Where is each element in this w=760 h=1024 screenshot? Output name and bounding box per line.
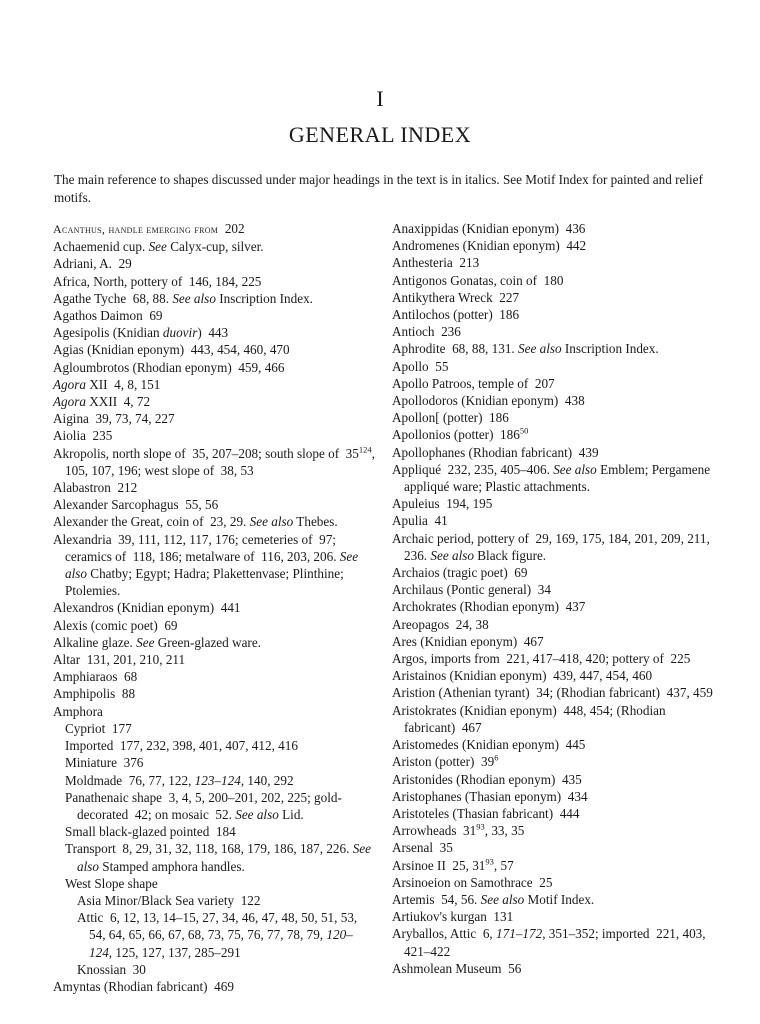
index-entry: Agesipolis (Knidian duovir) 443 xyxy=(53,325,229,341)
index-entry: Alexandria 39, 111, 112, 117, 176; cemeteries of 97; ceramics of 118, 186; metalware of 116, 203, 206. See also Chatby; Egypt; Hadra; Plakettenvase; Plinthine; Ptolemies. xyxy=(53,531,359,599)
left-column xyxy=(53,220,375,995)
index-entry: Imported 177, 232, 398, 401, 407, 412, 416 xyxy=(65,738,298,754)
index-entry: Moldmade 76, 77, 122, 123–124, 140, 292 xyxy=(65,772,294,788)
index-entry: Cypriot 177 xyxy=(65,720,132,736)
index-entry: Archaios (tragic poet) 69 xyxy=(392,565,528,581)
index-entry: Apollon[ (potter) 186 xyxy=(392,410,509,426)
section-numeral: I xyxy=(376,86,384,111)
index-entry: Africa, North, pottery of 146, 184, 225 xyxy=(53,273,262,289)
index-entry: Arrowheads $31^{93}$, 33, 35 xyxy=(392,821,525,839)
index-entry: Ashmolean Museum 56 xyxy=(392,960,522,976)
index-entry: Aiolia 235 xyxy=(53,428,113,444)
index-entry: Ariston (potter) $39^6$ xyxy=(392,752,499,770)
index-entry: Altar 131, 201, 210, 211 xyxy=(53,652,186,668)
index-entry: Alabastron 212 xyxy=(53,480,138,496)
index-entry: Alexander the Great, coin of 23, 29. See also Thebes. xyxy=(53,514,338,530)
index-entry: Apollo 55 xyxy=(392,358,449,374)
index-entry: Anthesteria 213 xyxy=(392,255,480,271)
index-entry: Aryballos, Attic 6, 171–172, 351–352; imported 221, 403, 421–422 xyxy=(392,926,706,959)
index-entry: Archokrates (Rhodian eponym) 437 xyxy=(392,599,586,615)
index-entry: West Slope shape xyxy=(65,875,158,891)
index-entry: Arsinoeion on Samothrace 25 xyxy=(392,874,553,890)
index-entry: Apuleius 194, 195 xyxy=(392,496,493,512)
index-entry: Small black-glazed pointed 184 xyxy=(65,824,236,840)
index-entry: Archaic period, pottery of 29, 169, 175, 184, 201, 209, 211, 236. See also Black figure. xyxy=(392,530,710,563)
right-column xyxy=(392,220,714,977)
index-entry: Aristophanes (Thasian eponym) 434 xyxy=(392,788,588,804)
index-entry: Antikythera Wreck 227 xyxy=(392,289,520,305)
index-entry: Apollodoros (Knidian eponym) 438 xyxy=(392,393,585,409)
index-entry: Aphrodite 68, 88, 131. See also Inscription Index. xyxy=(392,341,659,357)
index-entry: Antilochos (potter) 186 xyxy=(392,307,520,323)
index-entry: Agathe Tyche 68, 88. See also Inscription Index. xyxy=(53,290,313,306)
index-entry: Amphora xyxy=(53,703,103,719)
index-entry: Arsenal 35 xyxy=(392,840,453,856)
index-entry: Agora XXII 4, 72 xyxy=(53,394,151,410)
index-entry: Aristokrates (Knidian eponym) 448, 454; (Rhodian fabricant) 467 xyxy=(392,702,666,735)
index-entry: Artiukov's kurgan 131 xyxy=(392,909,514,925)
index-entry: Knossian 30 xyxy=(77,961,146,977)
index-entry: Attic 6, 12, 13, 14–15, 27, 34, 46, 47, 48, 50, 51, 53, 54, 64, 65, 66, 67, 68, 73, 75, 76, 77, 78, 79, 120–124, 125, 127, 137, 285–291 xyxy=(77,910,358,960)
index-entry: Ares (Knidian eponym) 467 xyxy=(392,633,544,649)
index-entry: Adriani, A. 29 xyxy=(53,256,132,272)
index-entry: Apulia 41 xyxy=(392,513,448,529)
index-entry: Agias (Knidian eponym) 443, 454, 460, 470 xyxy=(53,342,290,358)
index-entry: Apollo Patroos, temple of 207 xyxy=(392,375,555,391)
index-entry: Asia Minor/Black Sea variety 122 xyxy=(77,892,261,908)
index-entry: Apollonios (potter) $186^{50}$ xyxy=(392,426,529,443)
index-entry: Panathenaic shape 3, 4, 5, 200–201, 202, 225; gold-decorated 42; on mosaic 52. See also Lid. xyxy=(65,789,342,822)
index-entry: Aristonides (Rhodian eponym) 435 xyxy=(392,771,582,787)
index-entry: Akropolis, north slope of 35, 207–208; south slope of $35^{124}$, 105, 107, 196; west slope of 38, 53 xyxy=(53,444,375,478)
index-entry: Artemis 54, 56. See also Motif Index. xyxy=(392,891,595,907)
index-entry: Argos, imports from 221, 417–418, 420; pottery of 225 xyxy=(392,651,691,667)
index-entry: Agathos Daimon 69 xyxy=(53,308,163,324)
index-entry: Anaxippidas (Knidian eponym) 436 xyxy=(392,221,586,236)
index-entry: Alkaline glaze. See Green-glazed ware. xyxy=(53,634,261,650)
index-entry: Agloumbrotos (Rhodian eponym) 459, 466 xyxy=(53,359,285,375)
index-entry: Aristomedes (Knidian eponym) 445 xyxy=(392,737,586,753)
index-entry: Aristion (Athenian tyrant) 34; (Rhodian fabricant) 437, 459 xyxy=(392,685,713,701)
index-entry: Antioch 236 xyxy=(392,324,461,340)
index-entry: Amyntas (Rhodian fabricant) 469 xyxy=(53,978,234,994)
index-entry: Alexandros (Knidian eponym) 441 xyxy=(53,600,241,616)
index-entry: Agora XII 4, 8, 151 xyxy=(53,376,161,392)
intro-paragraph: The main reference to shapes discussed under major headings in the text is in italics. See Motif Index for painted and relief motifs. xyxy=(54,172,703,205)
index-entry: Andromenes (Knidian eponym) 442 xyxy=(392,238,587,254)
index-entry: Archilaus (Pontic general) 34 xyxy=(392,582,551,598)
index-entry: Miniature 376 xyxy=(65,755,144,771)
index-entry: Alexander Sarcophagus 55, 56 xyxy=(53,497,219,513)
page-title: GENERAL INDEX xyxy=(288,122,472,147)
index-entry: Aigina 39, 73, 74, 227 xyxy=(53,411,175,427)
index-entry: Aristoteles (Thasian fabricant) 444 xyxy=(392,805,580,821)
index-entry: Achaemenid cup. See Calyx-cup, silver. xyxy=(53,239,264,255)
index-entry: Acanthus, handle emerging from 202 xyxy=(53,221,245,236)
index-entry: Aristainos (Knidian eponym) 439, 447, 454, 460 xyxy=(392,668,653,684)
index-entry: Arsinoe II 25, $31^{93}$, 57 xyxy=(392,856,514,873)
index-entry: Apollophanes (Rhodian fabricant) 439 xyxy=(392,444,599,460)
index-entry: Amphiaraos 68 xyxy=(53,669,138,685)
index-entry: Transport 8, 29, 31, 32, 118, 168, 179, 186, 187, 226. See also Stamped amphora handles. xyxy=(65,841,372,874)
index-entry: Appliqué 232, 235, 405–406. See also Emblem; Pergamene appliqué ware; Plastic attachments. xyxy=(392,461,711,495)
index-entry: Amphipolis 88 xyxy=(53,686,136,702)
index-entry: Alexis (comic poet) 69 xyxy=(53,617,178,633)
index-entry: Areopagos 24, 38 xyxy=(392,616,489,632)
index-entry: Antigonos Gonatas, coin of 180 xyxy=(392,272,564,288)
